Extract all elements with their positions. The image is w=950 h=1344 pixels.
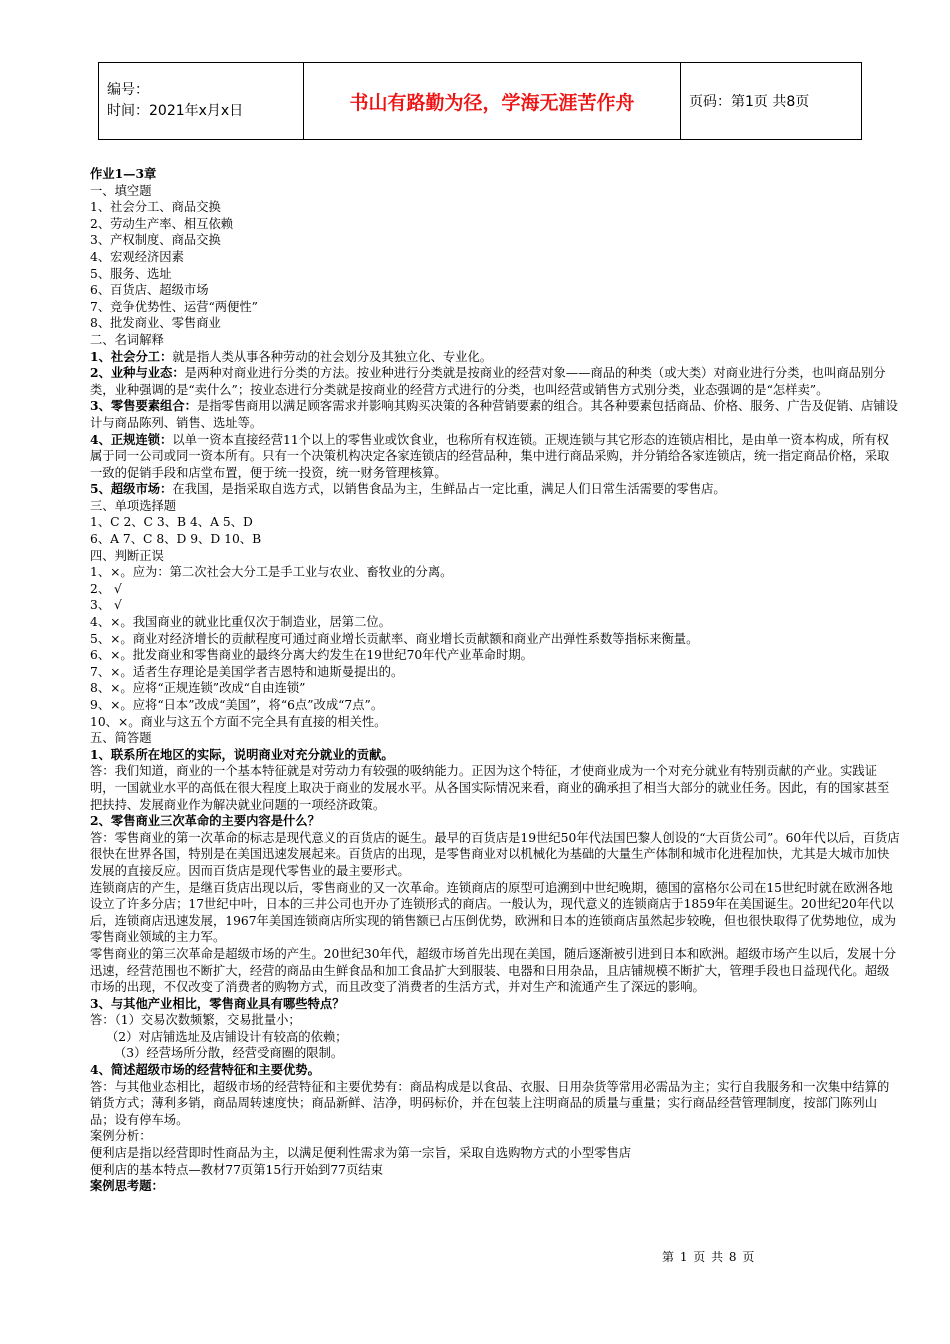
header-meta-cell: [99, 63, 304, 140]
case-think-heading: 案例思考题：: [90, 1178, 164, 1194]
document-body: [90, 166, 900, 1195]
definition-item: [90, 365, 900, 398]
list-item: 5、×。商业对经济增长的贡献程度可通过商业增长贡献率、商业增长贡献额和商业产出弹性系数等指标来衡量。: [90, 631, 699, 646]
number-label: 编号：: [107, 82, 149, 98]
list-item: 6、百货店、超级市场: [90, 283, 209, 298]
definition-text: 是指零售商用以满足顾客需求并影响其购买决策的各种营销要素的组合。其各种要素包括商品、价格、服务、广告及促销、店铺设计与商品陈列、销售、选址等。: [90, 399, 898, 430]
question: 4、简述超级市场的经营特征和主要优势。: [90, 1062, 320, 1078]
answer-line: （3）经营场所分散，经营受商圈的限制。: [114, 1046, 344, 1061]
case-line: 便利店是指以经营即时性商品为主，以满足便利性需求为第一宗旨，采取自选购物方式的小型零售店: [90, 1146, 632, 1161]
definition-term: 3、零售要素组合：: [90, 398, 197, 414]
list-item: 1、×。应为：第二次社会大分工是手工业与农业、畜牧业的分离。: [90, 565, 453, 580]
list-item: 3、 √: [90, 598, 122, 613]
section-heading: 四、判断正误: [90, 548, 164, 563]
header-table: [98, 62, 862, 140]
section-heading: 二、名词解释: [90, 332, 164, 347]
doc-title: 作业1—3章: [90, 166, 157, 181]
list-item: 2、 √: [90, 581, 122, 596]
list-item: 5、服务、选址: [90, 266, 172, 281]
question: 3、与其他产业相比，零售商业具有哪些特点？: [90, 995, 345, 1011]
question: 1、联系所在地区的实际，说明商业对充分就业的贡献。: [90, 746, 394, 762]
page-info: 页码：第1页 共8页: [681, 63, 862, 140]
list-item: 4、×。我国商业的就业比重仅次于制造业，居第二位。: [90, 615, 391, 630]
section-heading: 三、单项选择题: [90, 498, 177, 513]
list-item: 4、宏观经济因素: [90, 249, 184, 264]
answer-paragraph: 答：零售商业的第一次革命的标志是现代意义的百货店的诞生。最早的百货店是19世纪50年代法国巴黎人创设的“大百货公司”。60年代以后，百货店很快在世界各国，特别是在美国迅速发展起来。百货店的出现，是零售商业对以机械化为基础的大量生产体制和城市化进程加快，尤其是大城市加快发展的直接反应。因而百货店是现代零售业的最主要形式。: [90, 830, 900, 878]
definition-term: 2、业种与业态：: [90, 365, 185, 381]
definition-term: 4、正规连锁：: [90, 431, 173, 447]
answer-paragraph: 答：我们知道，商业的一个基本特征就是对劳动力有较强的吸纳能力。正因为这个特征，才使商业成为一个对充分就业有特别贡献的产业。实践证明，一国就业水平的高低在很大程度上取决于商业的发展水平。从各国实际情况来看，商业的确承担了相当大部分的就业任务。因此，有的国家甚至把扶持、发展商业作为解决就业问题的一项经济政策。: [90, 764, 890, 812]
case-heading: 案例分析：: [90, 1129, 152, 1144]
list-item: 7、×。适者生存理论是美国学者吉恩特和迪斯曼提出的。: [90, 664, 404, 679]
list-item: 1、社会分工、商品交换: [90, 200, 221, 215]
answer-line: 1、C 2、C 3、B 4、A 5、D: [90, 515, 253, 530]
definition-item: [90, 349, 900, 366]
definition-text: 以单一资本直接经营11个以上的零售业或饮食业，也称所有权连锁。正规连锁与其它形态的连锁店相比，是由单一资本构成，所有权属于同一公司或同一资本所有。只有一个决策机构决定各家连锁店的经营品种，集中进行商品采购，并分销给各家连锁店，统一指定商品价格，采取一致的促销手段和店堂布置，便于统一投资，统一财务管理核算。: [90, 432, 890, 480]
answer-paragraph: 零售商业的第三次革命是超级市场的产生。20世纪30年代，超级市场首先出现在美国，随后逐渐被引进到日本和欧洲。超级市场产生以后，发展十分迅速，经营范围也不断扩大，经营的商品由生鲜食品和加工食品扩大到服装、电器和日用杂品，且店铺规模不断扩大，管理手段也日益现代化。超级市场的出现，不仅改变了消费者的购物方式，而且改变了消费者的生活方式，并对生产和流通产生了深远的影响。: [90, 946, 897, 995]
definition-text: 就是指人类从事各种劳动的社会划分及其独立化、专业化。: [172, 349, 493, 364]
answer-line: 答：（1）交易次数频繁，交易批量小；: [90, 1013, 301, 1028]
definition-item: [90, 481, 900, 498]
time-label: 时间：2021年x月x日: [107, 103, 244, 119]
answer-line: （2）对店铺选址及店铺设计有较高的依赖；: [106, 1029, 348, 1044]
case-line: 便利店的基本特点—教材77页第15行开始到77页结束: [90, 1162, 383, 1177]
list-item: 9、×。应将“日本”改成“美国”，将“6点”改成“7点”。: [90, 698, 384, 712]
list-item: 6、×。批发商业和零售商业的最终分离大约发生在19世纪70年代产业革命时期。: [90, 648, 533, 663]
list-item: 3、产权制度、商品交换: [90, 233, 221, 248]
answer-paragraph: 答：与其他业态相比，超级市场的经营特征和主要优势有：商品构成是以食品、衣服、日用杂货等常用必需品为主；实行自我服务和一次集中结算的销货方式；薄利多销，商品周转速度快；商品新鲜、洁净，明码标价，并在包装上注明商品的质量与重量；实行商品经营管理制度，按部门陈列山品；设有停车场。: [90, 1079, 890, 1127]
definition-term: 5、超级市场：: [90, 481, 173, 497]
page-footer: 第 1 页 共 8 页: [662, 1250, 756, 1264]
definition-item: [90, 432, 900, 482]
definition-text: 是两种对商业进行分类的方法。按业种进行分类就是按商业的经营对象——商品的种类（或大类）对商业进行分类，也叫商品别分类，业种强调的是“卖什么”；按业态进行分类就是按商业的经营方式进行的分类，也叫经营或销售方式别分类，业态强调的是“怎样卖”。: [90, 366, 886, 397]
answer-line: 6、A 7、C 8、D 9、D 10、B: [90, 532, 262, 547]
list-item: 7、竞争优势性、运营“两便性”: [90, 299, 258, 314]
answer-paragraph: 连锁商店的产生，是继百货店出现以后，零售商业的又一次革命。连锁商店的原型可追溯到中世纪晚期，德国的富格尔公司在15世纪时就在欧洲各地设立了许多分店；17世纪中叶，日本的三井公司也开办了连锁形式的商店。一般认为，现代意义的连锁商店于1859年在美国诞生。20世纪20年代以后，连锁商店迅速发展，1967年美国连锁商店所实现的销售额已占压倒优势，欧洲和日本的连锁商店虽然起步较晚，但也很快取得了优势地位，成为零售商业领域的主力军。: [90, 880, 897, 945]
list-item: 8、批发商业、零售商业: [90, 316, 221, 331]
motto: 书山有路勤为径，学海无涯苦作舟: [304, 63, 681, 140]
section-heading: 一、填空题: [90, 183, 152, 198]
list-item: 8、×。应将“正规连锁”改成“自由连锁”: [90, 681, 306, 696]
list-item: 10、×。商业与这五个方面不完全具有直接的相关性。: [90, 714, 387, 729]
section-heading: 五、简答题: [90, 731, 152, 746]
list-item: 2、劳动生产率、相互依赖: [90, 216, 234, 231]
definition-term: 1、社会分工：: [90, 348, 173, 364]
definition-text: 在我国，是指采取自选方式，以销售食品为主，生鲜品占一定比重，满足人们日常生活需要的零售店。: [172, 482, 726, 497]
question: 2、零售商业三次革命的主要内容是什么？: [90, 813, 320, 829]
definition-item: [90, 398, 900, 431]
